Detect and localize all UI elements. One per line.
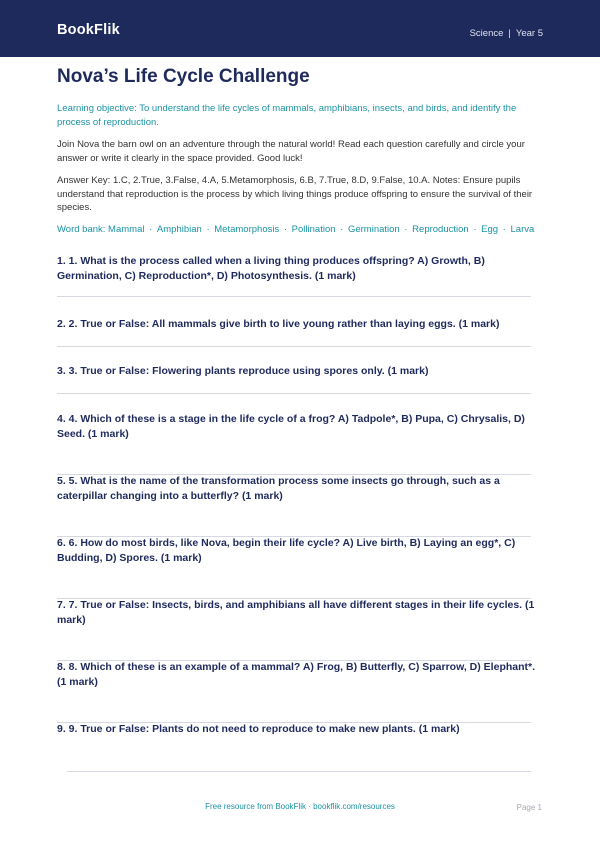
answer-line-3[interactable] — [57, 393, 531, 394]
question-9: 9. 9. True or False: Plants do not need to reproduce to make new plants. (1 mark) — [57, 723, 460, 735]
page-title: Nova’s Life Cycle Challenge — [57, 66, 310, 87]
brand-logo: BookFlik — [57, 22, 120, 38]
answer-line-2[interactable] — [57, 346, 531, 347]
question-7: 7. 7. True or False: Insects, birds, and amphibians all have different stages in their life cycles. (1 mark) — [57, 599, 535, 626]
word-bank-item: Pollination — [291, 223, 336, 235]
footer-divider — [67, 771, 531, 772]
intro-text: Join Nova the barn owl on an adventure through the natural world! Read each question carefully and circle your answer or write it clearly in the space provided. Good luck! — [57, 139, 525, 164]
word-bank-item: Amphibian — [156, 223, 202, 235]
question-8: 8. 8. Which of these is an example of a mammal? A) Frog, B) Butterfly, C) Sparrow, D) Elephant*. (1 mark) — [57, 661, 536, 688]
word-bank-item: Germination — [347, 223, 400, 235]
word-bank-item: Larva — [510, 223, 535, 235]
year-label: Year 5 — [515, 28, 543, 39]
meta-separator: | — [508, 28, 511, 39]
page-number: Page 1 — [516, 803, 542, 812]
question-6: 6. 6. How do most birds, like Nova, begin their life cycle? A) Live birth, B) Laying an egg*, C) Budding, D) Spores. (1 mark) — [57, 537, 516, 564]
answer-key: Answer Key: 1.C, 2.True, 3.False, 4.A, 5.Metamorphosis, 6.B, 7.True, 8.D, 9.False, 10.A. Notes: Ensure pupils understand that reproduction is the process by which living things produce offspring to ensure the survival of their species. — [57, 175, 533, 213]
question-1: 1. 1. What is the process called when a living thing produces offspring? A) Growth, B) Germination, C) Reproduction*, D) Photosynthesis. (1 mark) — [57, 255, 485, 282]
subject-year-meta — [470, 28, 543, 39]
word-bank: Word bank: Mammal · Amphibian · Metamorphosis · Pollination · Germination · Reproduction · Egg · Larva — [57, 223, 535, 235]
word-bank-item: Egg — [481, 223, 499, 235]
word-bank-item: Mammal — [108, 223, 145, 235]
learning-objective: Learning objective: To understand the life cycles of mammals, amphibians, insects, and birds, and identify the process of reproduction. — [57, 103, 517, 128]
top-header-bar — [0, 0, 600, 57]
footer-credit[interactable]: Free resource from BookFlik · bookflik.com/resources — [205, 802, 395, 811]
question-3: 3. 3. True or False: Flowering plants reproduce using spores only. (1 mark) — [57, 365, 429, 377]
question-5: 5. 5. What is the name of the transformation process some insects go through, such as a caterpillar changing into a butterfly? (1 mark) — [57, 475, 500, 502]
word-bank-label: Word bank: — [57, 223, 106, 235]
question-2: 2. 2. True or False: All mammals give birth to live young rather than laying eggs. (1 mark) — [57, 318, 500, 330]
question-4: 4. 4. Which of these is a stage in the life cycle of a frog? A) Tadpole*, B) Pupa, C) Chrysalis, D) Seed. (1 mark) — [57, 413, 525, 440]
worksheet-intro — [57, 66, 543, 235]
answer-line-1[interactable] — [57, 296, 531, 297]
word-bank-item: Metamorphosis — [214, 223, 280, 235]
word-bank-item: Reproduction — [412, 223, 469, 235]
subject-label: Science — [469, 28, 504, 39]
